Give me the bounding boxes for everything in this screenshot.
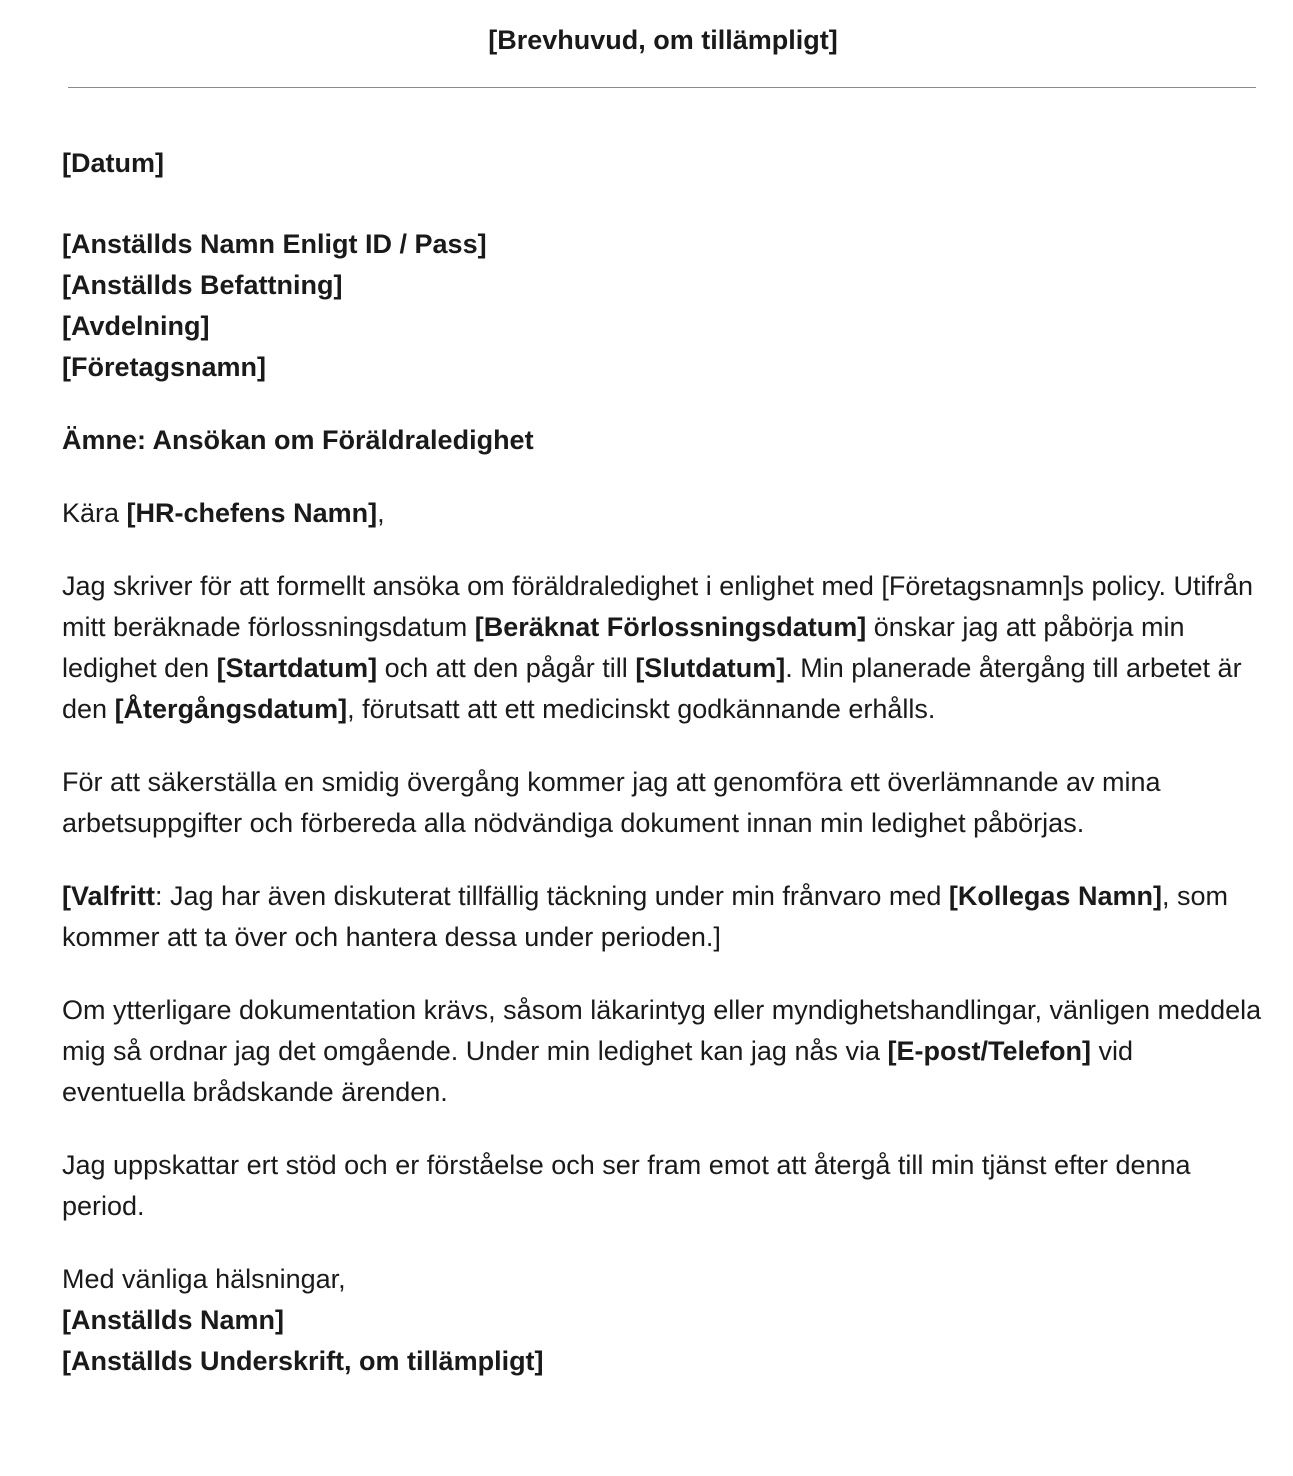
recipient-position: [Anställds Befattning] [62, 270, 343, 300]
paragraph-documentation [62, 990, 1262, 1113]
recipient-block [62, 224, 1262, 388]
paragraph-handover: För att säkerställa en smidig övergång kommer jag att genomföra ett överlämnande av mina arbetsuppgifter och förbereda alla nödvändiga dokument innan min ledighet påbörjas. [62, 767, 1161, 838]
paragraph-request [62, 566, 1262, 730]
placeholder-end-date: [Slutdatum] [635, 653, 786, 683]
p1-text-2: önskar jag att påbörja min ledighet den [62, 612, 1185, 683]
header-divider [68, 87, 1256, 88]
letter-date: [Datum] [62, 148, 164, 178]
subject-line: Ämne: Ansökan om Föräldraledighet [62, 425, 534, 455]
placeholder-return-date: [Återgångsdatum] [114, 694, 348, 724]
recipient-name: [Anställds Namn Enligt ID / Pass] [62, 229, 487, 259]
placeholder-contact: [E-post/Telefon] [887, 1036, 1091, 1066]
p1-text-4: . Min planerade återgång till arbetet är den [62, 653, 1242, 724]
salutation-prefix: Kära [62, 498, 127, 528]
placeholder-due-date: [Beräknat Förlossningsdatum] [474, 612, 867, 642]
placeholder-start-date: [Startdatum] [216, 653, 378, 683]
p1-text-1: Jag skriver för att formellt ansöka om föräldraledighet i enlighet med [Företagsnamn]s policy. Utifrån mitt beräknade förlossningsdatum [62, 571, 1254, 642]
letter-body [62, 143, 1262, 1382]
optional-label: [Valfritt [62, 881, 156, 911]
p1-text-5: , förutsatt att ett medicinskt godkännande erhålls. [347, 694, 936, 724]
closing-greeting: Med vänliga hälsningar, [62, 1264, 346, 1294]
p1-text-3: och att den pågår till [377, 653, 636, 683]
p4-text-1: Om ytterligare dokumentation krävs, såsom läkarintyg eller myndighetshandlingar, vänligen meddela mig så ordnar jag det omgående. Under min ledighet kan jag nås via [62, 995, 1262, 1066]
placeholder-colleague-name: [Kollegas Namn] [948, 881, 1162, 911]
p3-text-1: : Jag har även diskuterat tillfällig täckning under min frånvaro med [155, 881, 949, 911]
closing-name: [Anställds Namn] [62, 1305, 285, 1335]
letterhead: [Brevhuvud, om tillämpligt] [488, 25, 838, 55]
salutation [62, 493, 1262, 534]
p4-text-2: vid eventuella brådskande ärenden. [62, 1036, 1134, 1107]
salutation-suffix: , [377, 498, 385, 528]
p3-text-2: , som kommer att ta över och hantera dessa under perioden.] [62, 881, 1228, 952]
closing-block [62, 1259, 1262, 1382]
paragraph-appreciation: Jag uppskattar ert stöd och er förståelse och ser fram emot att återgå till min tjänst efter denna period. [62, 1150, 1191, 1221]
recipient-department: [Avdelning] [62, 311, 210, 341]
salutation-name: [HR-chefens Namn] [126, 498, 378, 528]
recipient-company: [Företagsnamn] [62, 352, 267, 382]
closing-signature: [Anställds Underskrift, om tillämpligt] [62, 1346, 544, 1376]
paragraph-optional-coverage [62, 876, 1262, 958]
